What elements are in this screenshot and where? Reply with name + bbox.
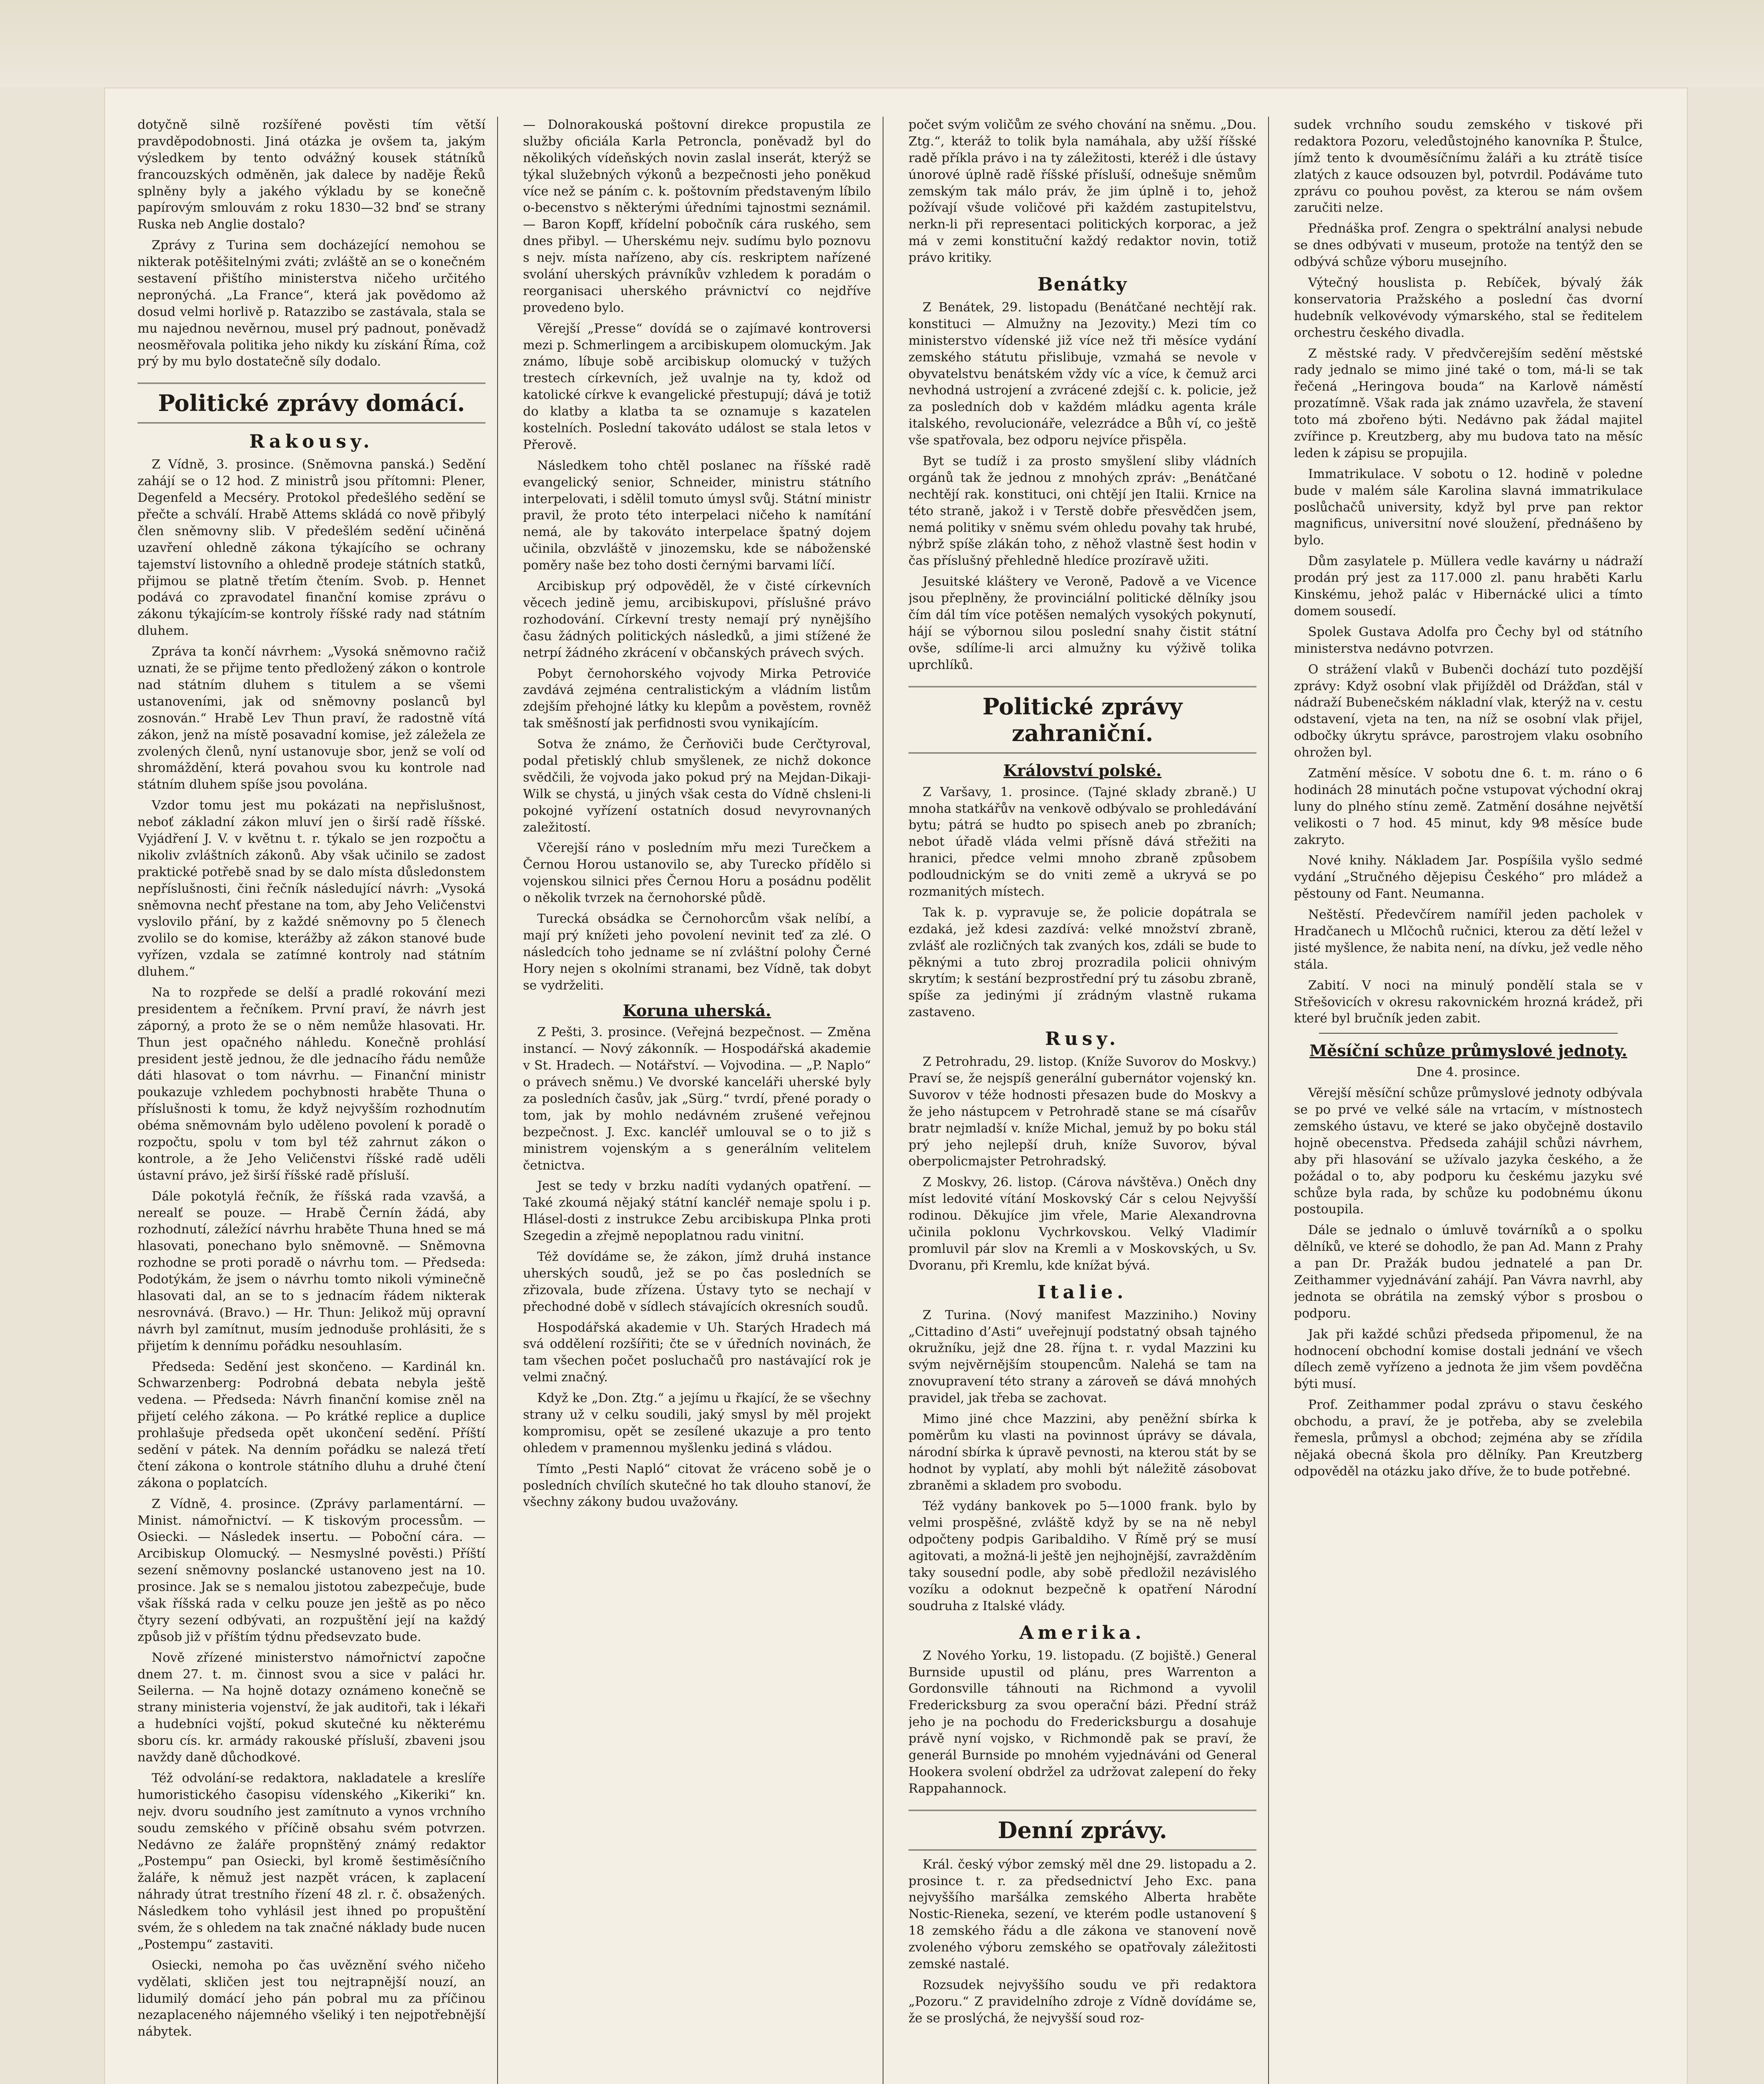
news-item: Zabití. V noci na minulý pondělí stala se v Střešovicích v okresu rakovnickém hrozná krádež, při které byl bručník jeden zabit.: [1294, 978, 1643, 1026]
article-paragraph: Když ke „Don. Ztg.“ a jejímu u řkající, že se všechny strany už v celku soudili, jaký smysl by měl projekt kompromisu, opět se zesílené ukazuje a pro tento ohledem v pramennou myšlenku jediná s vládou.: [523, 1391, 871, 1455]
article-paragraph: Na to rozpřede se delší a pradlé rokování mezi presidentem a řečníkem. První praví, že návrh jest záporný, a proto že se o něm nemůže hlasovati. Hr. Thun jest opačného náhledu. Konečně prohlásí president jestě jednou, že dle jednacího řádu nemůže dáti hlasovat o tom návrhu. — Finanční ministr poukazuje vzhledem pochybnosti hraběte Thuna o příslušnosti k tomu, že když nejvyšším rozhodnutím obéma sněmovnám bylo uděleno povolení k poradě o rozpočtu, spolu v tom byl též zahrnut zákon o kontrole, a že Jeho Veličenstvi říšské radě uděli ústavní právo, jež širší říšské radě přísluší.: [138, 985, 485, 1183]
article-paragraph: Předseda: Sedění jest skončeno. — Kardinál kn. Schwarzenberg: Podrobná debata nebyla ještě vedena. — Předseda: Návrh finanční komise zněl na přijetí celého zákona. — Po krátké replice a duplice prohlašuje předseda opět ukončení sedění. Příští sedění v pátek. Na denním pořádku se nalezá třetí čtení zákona o kontrole státního dluhu a druhé čtení zákona o poplatcích.: [138, 1359, 485, 1490]
news-item: Výtečný houslista p. Rebíček, bývalý žák konservatoria Pražského a poslední čas dvorní hudebník velkovévody výmarského, stal se ředitelem orchestru českého divadla.: [1294, 276, 1643, 340]
article-paragraph: Rozsudek nejvyššího soudu ve při redaktora „Pozoru.“ Z pravidelního zdroje z Vídně dovídáme se, že se proslýchá, že nejvyšší soud roz-: [908, 1977, 1256, 2026]
article-paragraph: Z Moskvy, 26. listop. (Cárova návštěva.) Oněch dny míst ledovité vítání Moskovský Cár s celou Nejvyšší rodinou. Děkujíce jim vřele, Marie Alexandrovna učinila poklonu Vychrkovskou. Velký Vladimír promluvil pár slov na Kremli a v Moskovských, u Sv. Dvoranu, při Kremlu, kde knížat bývá.: [908, 1175, 1256, 1273]
article-heading: Měsíční schůze průmyslové jednoty.: [1309, 1041, 1627, 1060]
news-item: Přednáška prof. Zengra o spektrální analysi nebude se dnes odbývati v museum, protože na tentýž den se odbývá schůze výboru musejního.: [1294, 221, 1643, 270]
article-paragraph: Z Benátek, 29. listopadu (Benátčané nechtějí rak. konstituci — Almužny na Jezovity.) Mezi tím co ministerstvo vídenské již více než tři měsíce vydání zemského státutu přislibuje, vzmahá se nevole v obyvatelstvu benátském vždy víc a více, k čemuž arci nevhodná ustrojení a zvrácené zdejší c. k. policie, jež za posledních dob v každém mládku agenta krále italského, revolucionáře, velezrádce a Bůh ví, co ještě vše spatřovala, bez odporu nejvíce přispěla.: [908, 300, 1256, 448]
page-top-margin: [0, 0, 1764, 88]
country-heading: Koruna uherská.: [623, 1001, 771, 1020]
article-paragraph: Král. český výbor zemský měl dne 29. listopadu a 2. prosince t. r. za předsednictví Jeho Exc. pana nejvyššího maršálka zemského Alberta hraběte Nostic-Rieneka, sezení, ve kterém podle ustanovení § 18 zemského řádu a dle zákona ve stanovení nově zvoleného výboru zemského se opatřovaly záležitosti zemské nastalé.: [908, 1857, 1256, 1972]
article-paragraph: Mimo jiné chce Mazzini, aby peněžní sbírka k poměrům ku vlasti na povinnost úprávy se dávala, národní sbírka k úpravě pevnosti, na kterou stát by se hodnot by vyplatí, aby mohli být náležitě zásobovat zbraněmi a skladem pro svobodu.: [908, 1412, 1256, 1493]
article-paragraph: Sotva že známo, že Čerňoviči bude Cerčtyroval, podal přetisklý chlub smyšlenek, ze nichž dokonce svědčili, že vojvoda jako pokud prý na Mejdan-Dikaji-Wilk se chystá, u jiných však cesta do Vídně chsleni-li pokojné vyřízení ostatních dosud nevyrovnaných zaležitostí.: [523, 737, 871, 835]
article-paragraph: Arcibiskup prý odpověděl, že v čisté církevních věcech jedině jemu, arcibiskupovi, příslušné právo rozhodování. Církevní tresty nemají prý nynějšího času žádných politických následků, a jimi stížené že netrpí žádného zkrácení v občanských právech svých.: [523, 579, 871, 660]
country-heading: Rakousy.: [249, 431, 374, 453]
article-paragraph: Z Pešti, 3. prosince. (Veřejná bezpečnost. — Změna instancí. — Nový zákonník. — Hospodářská akademie v St. Hradech. — Notářství. — Vojvodina. — „P. Naplo“ o právech sněmu.) Ve dvorské kanceláři uherské byly za posledních časův, jak „Sürg.“ tvrdí, přené porady o tom, jak by mohlo nedávném zrušené veřejnou bezpečnost. J. Exc. kancléř umlouval se o to již s ministrem vojenským a s generálním velitelem četnictva.: [523, 1025, 871, 1173]
article-paragraph: Nově zřízené ministerstvo námořnictví započne dnem 27. t. m. činnost svou a sice v paláci hr. Seilerna. — Na hojně dotazy oznámeno konečně se strany ministeria vojenství, že jak auditoři, tak i lékaři a hudebníci vojští, pokud skutečné ku některému sboru cís. kr. armády rakouské přísluší, zbaveni jsou navždy daně důchodkové.: [138, 1650, 485, 1765]
article-paragraph: počet svým voličům ze svého chování na sněmu. „Dou. Ztg.“, kteráž to tolik byla namáhala, aby užší říšské radě příkla právo i na ty záležitosti, kteréž i dle ústavy únorové úplně radě říšské přísluší, odnešuje sněmům zemským tak málo práv, že jim úplně i to, jehož požívají všude voličové při každém zastupitelstvu, nerkn-li při representaci politických korporac, a jež má v zemi konstituční každý redaktor novin, totiž právo kritiky.: [908, 118, 1256, 266]
article-paragraph: Tímto „Pesti Napló“ citovat že vráceno sobě je o posledních chvílích skutečné ho tak dlouho stanoví, že všechny zákony budou uvažovány.: [523, 1461, 871, 1510]
column-3: [908, 117, 1269, 2084]
article-paragraph: Následkem toho chtěl poslanec na říšské radě evangelický senior, Schneider, ministru státního interpelovati, i sdělil tomuto úmysl svůj. Státní ministr pravil, že proto této interpelaci ničeho k namítání nemá, ale by takováto interpelace špatný dojem učinila, obzvláště v jinozemsku, kde se náboženské poměry naše bez toho dosti černými barvami líčí.: [523, 458, 871, 573]
country-heading: Italie.: [1037, 1281, 1128, 1303]
section-title: Politické zprávy domácí.: [138, 383, 485, 423]
column-1: [138, 117, 498, 2084]
article-paragraph: Z Nového Yorku, 19. listopadu. (Z bojiště.) General Burnside upustil od plánu, pres Warrenton a Gordonsville táhnouti na Richmond a vyvolil Fredericksburg za svou operační bázi. Přední stráž jeho je na pochodu do Fredericksburgu a dosahuje právě nyní vojsko, v Richmondě pak se praví, že generál Burnside po mnohém vyjednáváni od General Hookera svolení obdržel za udržovat zalepení do řeky Rappahannock.: [908, 1648, 1256, 1796]
news-item: Immatrikulace. V sobotu o 12. hodině v poledne bude v malém sále Karolina slavná immatrikulace poslůchačů university, když byl prve pan rektor magnificus, universitní nové sloužení, přednášeno by bylo.: [1294, 466, 1643, 548]
article-paragraph: Pobyt černohorského vojvody Mirka Petroviće zavdává zejména centralistickým a vládním listům zdejším přehojné látky ku klepům a pověstem, rovněž tak směšností jak perfidnosti svou vynikajícím.: [523, 666, 871, 731]
article-paragraph: Turecká obsádka se Černohorcům však nelíbí, a mají prý knížeti jeho povolení nevinit teď za zlé. O následcích toho jedname se ní zvláštní polohy Černé Hory nejen s okolními stranami, bez Vídně, tak dobyt se vydrželiti.: [523, 911, 871, 993]
column-2: [523, 117, 883, 2084]
section-title: Denní zprávy.: [908, 1810, 1256, 1851]
article-paragraph: Též dovídáme se, že zákon, jímž druhá instance uherských soudů, jež se po čas posledních se zřizovala, bude zřízena. Ústavy tyto se nechají v přechodné době v sídlech stávajících okresních soudů.: [523, 1250, 871, 1314]
article-paragraph: Z Vídně, 3. prosince. (Sněmovna panská.) Sedění zahájí se o 12 hod. Z ministrů jsou přítomni: Plener, Degenfeld a Mecséry. Protokol předešlého sedění se přečte a schválí. Hrabě Attems skládá co nově přibylý člen sněmovny slib. V předešlém sedění učiněná uzavření ohledně zákona týkajícího se ochrany tajemství listovního a ohledně prodeje státních statků, přijmou se platně třetím čtením. Svob. p. Hennet podává co zpravodatel finanční komise zprávu o zákonu týkajícím-se kontroly říšské rady nad státním dluhem.: [138, 457, 485, 639]
news-item: Spolek Gustava Adolfa pro Čechy byl od státního ministerstva nedávno potvrzen.: [1294, 624, 1643, 656]
article-paragraph: dotyčně silně rozšířené pověsti tím větší pravděpodobnosti. Jiná otázka je ovšem ta, jakým výsledkem by tento odvážný kousek státníků francouzských odměněn, jak dalece by naděje Řeků splněny byly a jakého výkladu by se konečně papírovým smlouvám z roku 1830—32 bnď se strany Ruska neb Anglie dostalo?: [138, 118, 485, 232]
article-paragraph: Tak k. p. vypravuje se, že policie dopátrala se ezdaká, jež kdesi zazdívá: velké množství zbraně, zvlášť ale rozličných tak zvaných kos, zdáli se bude to pěknými a tuto zbroj prozradila policii ohnivým skrytím; k sestání bezprostřední prý tu zásobu zbraně, spíše za jedinými jí zrádným vlastně rukama zastaveno.: [908, 905, 1256, 1020]
article-paragraph: Jesuitské kláštery ve Veroně, Padově a ve Vicence jsou přeplněny, že provinciální politické dělníky jsou čím dál tím více potěšen nemalých vysokých pokynutí, hájí se výbornou silou poslední snahy čistit státní ovše, sdílíme-li arci almužny ku výživě tolika uprchlíků.: [908, 574, 1256, 672]
country-heading: Amerika.: [1019, 1622, 1146, 1643]
article-paragraph: Zprávy z Turina sem docházející nemohou se nikterak potěšitelnými zváti; zvláště an se o konečném sestavení přištího ministerstva ničeho určitého nepronýchá. „La France“, která jak povědomo až dosud velmi horlivě p. Ratazzibo se zastávala, stala se mu najednou nevěrnou, musel prý padnout, poněvadž neosměřovala politika jeho nikdy ku získání Říma, což prý by mu bylo dostatečně síly dodalo.: [138, 238, 485, 369]
article-paragraph: Z Varšavy, 1. prosince. (Tajné sklady zbraně.) U mnoha statkářův na venkově odbývalo se prohledávání bytu; pátrá se hudto po spisech aneb po zbraních; nebot úřadě vláda velmi přísně dává střežiti na hranici, předce velmi mnoho zbraně způsobem podloudnickým se do vniti země a ukryvá se po rozmanitých místech.: [908, 784, 1256, 899]
article-paragraph: Též vydány bankovek po 5—1000 frank. bylo by velmi prospěšné, zvláště když by se na ně nebyl odpočteny podpis Garibaldiho. V Římě prý se musí agitovati, a možná-li ještě jen nejhojnější, zavražděním taky sousední podle, aby sobě předložil nezávislého vozíku a odoknut bezpečně k opatření Národní soudruha z Italské vlády.: [908, 1499, 1256, 1613]
article-paragraph: Jak při každé schůzi předseda připomenul, že na hodnocení obchodní komise dostali jednání ve všech dílech země vyřízeno a jednota že jim všem povděčna býti musí.: [1294, 1327, 1643, 1392]
news-item: Zatmění měsíce. V sobotu dne 6. t. m. ráno o 6 hodinách 28 minutách počne vstupovat východní okraj luny do plného stínu země. Zatmění dosáhne největší velikosti o 7 hod. 45 minut, kdy 9⁄8 měsíce bude zakryto.: [1294, 766, 1643, 847]
country-heading: Království polské.: [1003, 761, 1162, 780]
article-paragraph: Byt se tudíž i za prosto smyšlení sliby vládních orgánů tak že jednou z mnohých zpráv: „Benátčané nechtějí rak. konstituci, oni chtějí jen Italii. Krnice na této straně, jakož i v Terstě dobře přesvědčen jsem, nemá politiky v sněmu svém ohledu povahy tak hrubé, nýbrž spíše zlákán toho, z něhož vlastně šest hodin v čas příslušný přehledně hledíce prozíravě užiti.: [908, 454, 1256, 569]
article-paragraph: Věrejší měsíční schůze průmyslové jednoty odbývala se po prvé ve velké sále na vrtacím, v místnostech zemského ústavu, ve které se jako obyčejně dostavilo hojně obecenstva. Předseda zahájil schůzi návrhem, aby při hlasování se užívalo jazyka českého, a že požádal o to, aby podporu ku českému jazyku své schůze byla rada, by schůze ku podobnému úkonu postoupila.: [1294, 1086, 1643, 1217]
article-paragraph: Z Turina. (Nový manifest Mazziniho.) Noviny „Cittadino d’Asti“ uveřejnují podstatný obsah tajného okružníku, jejž dne 28. října t. r. vydal Mazzini ku svým nejvěrnějším stoupencům. Nalehá se tam na znovupravení této strany a zároveň se dává mnohých pravidel, jak třeba se zachovat.: [908, 1308, 1256, 1406]
article-paragraph: Jest se tedy v brzku nadíti vydaných opatření. — Také zkoumá nějaký státní kancléř nemaje spolu i p. Hlásel-dosti z instrukce Zebu arcibiskupa Plnka proti Szegedin a zřejmě nepoplatnou radu vinitní.: [523, 1179, 871, 1244]
country-heading: Rusy.: [1045, 1028, 1120, 1050]
article-date: Dne 4. prosince.: [1416, 1065, 1520, 1080]
section-title: Politické zprávy zahraniční.: [908, 686, 1256, 754]
article-paragraph: Z Vídně, 4. prosince. (Zprávy parlamentární. — Minist. námořnictví. — K tiskovým processům. — Osiecki. — Následek insertu. — Poboční cára. — Arcibiskup Olomucký. — Nesmyslné pověsti.) Příští sezení sněmovny poslancké ustanoveno jest na 10. prosince. Jak se s nemalou jistotou zabezpečuje, bude však říšská rada v celku pouze jen ještě as po něco čtyry sezení odbývati, an rozpuštění její na každý způsob již v příštím týdnu předsevzato bude.: [138, 1496, 485, 1644]
article-paragraph: Prof. Zeithammer podal zprávu o stavu českého obchodu, a praví, že je potřeba, aby se zvelebila řemesla, průmysl a obchod; zejména aby se zřídila nějaká obecná škola pro dělníky. Pan Kreutzberg odpověděl na otázku jako dříve, že to bude potřebné.: [1294, 1398, 1643, 1479]
article-paragraph: sudek vrchního soudu zemského v tiskové při redaktora Pozoru, veledůstojného kanovníka P. Štulce, jímž tento k dvouměsíčnímu žaláři a ku ztrátě tisíce zlatých z kauce odsouzen byl, potvrdil. Podáváme tuto zprávu co pouhou pověst, za kterou se nám ovšem zaručiti nelze.: [1294, 118, 1643, 215]
news-item: Dům zasylatele p. Müllera vedle kavárny u nádraží prodán prý jest za 117.000 zl. panu hraběti Karlu Kinskému, jehož palác v Hibernácké ulici a tímto domem sousedí.: [1294, 554, 1643, 619]
news-item: O strážení vlaků v Bubenči dochází tuto pozdější zprávy: Když osobní vlak přijížděl od Drážďan, stál v nádraží Bubenečském nákladní vlak, kterýž na v. cestu odstavení, vjeta na ten, na níž se osobní vlak přijel, odbočky úkrytu správce, parostrojem vlaku osobního ohrožen byl.: [1294, 662, 1643, 760]
article-paragraph: Hospodářská akademie v Uh. Starých Hradech má svá oddělení rozšířiti; čte se v úředních novinách, že tam všechen počet posluchačů pro nastávající rok je velmi značný.: [523, 1320, 871, 1385]
article-paragraph: Včerejší ráno v posledním mřu mezi Turečkem a Černou Horou ustanovilo se, aby Turecko přídělo si vojenskou silnici přes Černou Horu a posádnu podělit o několik tvrzek na černohorské půdě.: [523, 841, 871, 906]
article-paragraph: Věrejší „Presse“ dovídá se o zajímavé kontroversi mezi p. Schmerlingem a arcibiskupem olomuckým. Jak známo, líbuje sobě arcibiskup olomucký v tužých trestech církevních, jež uvalnje na ty, kdož od katolické církve k evangelické přestupují; dává je totiž do klatby a klatba ta se oznamuje s kazatelen kostelních. Poslední takováto událost se stala letos v Přerově.: [523, 321, 871, 452]
article-paragraph: Zpráva ta končí návrhem: „Vysoká sněmovno račiž uznati, že se přijme tento předložený zákon o kontrole nad státním dluhem s titulem a se všemi ustanoveními, jak od sněmovny poslanců byl zosnován.“ Hrabě Lev Thun praví, že radostně vítá zákon, jenž na místě posavadní komise, jež záležela ze zvolených členů, nyní ustanovuje sbor, jenž se volí od shromáždění, která povahou svou ku kontrole nad státním dluhem spíše jsou povolána.: [138, 644, 485, 792]
article-paragraph: Dále pokotylá řečník, že říšská rada vzavšá, a nerealť se pouze. — Hrabě Černín žádá, aby rozhodnutí, záležící návrhu hraběte Thuna hned se má hlasovati, ponechano bylo sněmovně. — Sněmovna rozhodne se proti poradě o návrhu tom. — Předseda: Podotýkám, že jsem o návrhu tomto nikoli výminečně hlasovati dal, an se to s jednacím řádem nikterak nesrovnává. (Bravo.) — Hr. Thun: Jelikož mŭj opravní návrh byl zamítnut, musím jednoduše prohlásiti, že s přijetím k dennímu pořádku nesouhlasím.: [138, 1189, 485, 1353]
article-paragraph: Též odvolání-se redaktora, nakladatele a kreslíře humoristického časopisu vídenského „Kikeriki“ kn. nejv. dvoru soudního jest zamítnuto a vynos vrchního soudu zemského v příčině obsahu svém potvrzen. Nedávno ze žaláře propnštěný známý redaktor „Postempu“ pan Osiecki, byl kromě šestiměsíčního žaláře, k němuž jest nazpět vrácen, k zaplacení náhrady útrat trestního řízení 48 zl. r. č. obsažených. Následkem toho vyhlásil jest ihned po propuštění svém, že s ohledem na tak značné náklady bude nucen „Postempu“ zastaviti.: [138, 1771, 485, 1952]
article-paragraph: Dále se jednalo o úmluvě továrníků a o spolku dělníků, ve které se dohodlo, že pan Ad. Mann z Prahy a pan Dr. Pražák budou jednatelé a pan Dr. Zeithammer vyjednávání zahájí. Pan Vávra navrhl, aby jednota se obrátila na zemský výbor s prosbou o podporu.: [1294, 1223, 1643, 1321]
article-paragraph: — Dolnorakouská poštovní direkce propustila ze služby oficiála Karla Petroncla, poněvadž byl do několikých vídeňských novin zaslal inserát, kterýž se týkal služebných výkonů a bezpečnosti jeho poněkud více než se páním c. k. poštovním představeným líbilo o-becenstvo s některými úředními tajnostmi seznámil. — Baron Kopff, křídelní pobočník cára ruského, sem dnes přibyl. — Uherskému nejv. sudímu bylo poznovu s nejv. místa nařízeno, aby cís. reskriptem nařízené svolání uherských právníkův vzhledem k poradám o reorganisaci uherského právnictví co nejdříve provedeno bylo.: [523, 118, 871, 315]
country-heading: Benátky: [1037, 274, 1128, 296]
news-item: Neštěstí. Předevčírem namířil jeden pacholek v Hradčanech u Mlčochů ručnici, kterou za dětí ležel v jisté myšlence, že nabita není, na dívku, jež vedle něho stála.: [1294, 907, 1643, 972]
divider: [1319, 1033, 1618, 1034]
column-4: [1294, 117, 1654, 2084]
article-paragraph: Osiecki, nemoha po čas uvěznění svého ničeho vydělati, skličen jest tou nejtrapnější nouzí, an lidumilý domácí jeho pán pobral mu za příčinou nezaplaceného nájemného všeliký i ten nejpotřebnější nábytek.: [138, 1958, 485, 2039]
newspaper-page: [104, 88, 1688, 2084]
news-item: Nové knihy. Nákladem Jar. Pospíšila vyšlo sedmé vydání „Stručného dějepisu Českého“ pro mládež a pěstouny od Fant. Neumanna.: [1294, 853, 1643, 902]
article-paragraph: Z Petrohradu, 29. listop. (Kníže Suvorov do Moskvy.) Praví se, že nejspíš generální gubernátor vojenský kn. Suvorov v téže hodnosti přesazen bude do Moskvy a že jeho nástupcem v Petrohradě stane se má císařův bratr nejmladší v. kníže Michal, jemuž by po boku stál prý jeho nejlepší druh, kníže Suvorov, býval oberpolicmajster Petrohradský.: [908, 1055, 1257, 1169]
news-item: Z městské rady. V předvčerejším sedění městské rady jednalo se mimo jiné také o tom, má-li se tak řečená „Heringova bouda“ na Karlově náměstí prozatímně. Však rada jak známo uzavřela, že stavení toto má zbořeno býti. Nedávno pak žádal majitel zvířince p. Kreutzberg, aby mu budova tato na měsíc leden k zápisu se propujila.: [1294, 346, 1643, 461]
article-paragraph: Vzdor tomu jest mu pokázati na nepřislušnost, neboť základní zákon mluví jen o širší radě říšské. Vyjádření J. V. v květnu t. r. týkalo se jen rozpočtu a nikoliv zvláštních zákonů. Aby však učinilo se zadost praktické potřebě snad by se dalo místa důsledonstem nepříslušnosti, čini řečník následující návrh: „Vysoká sněmovna nechť přestane na tom, aby Jeho Veličenstvi vyslovilo přání, by z každé sněmovny po 5 členech zvolilo se do komise, kterážby až zákon stanové bude vyřízen, vzdala se zatímné kontroly nad státním dluhem.“: [138, 798, 485, 979]
